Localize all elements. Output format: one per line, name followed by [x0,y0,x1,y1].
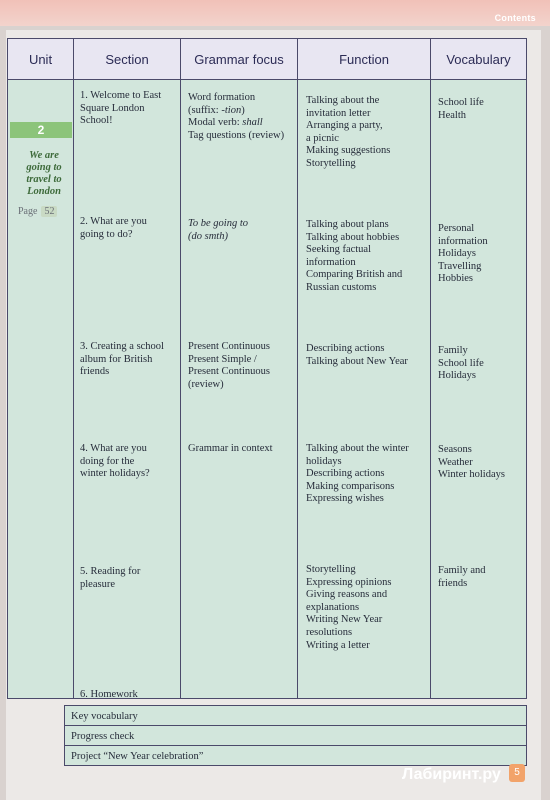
top-band [0,0,550,26]
col-header-grammar: Grammar focus [180,38,298,80]
unit-page-number: 52 [41,206,57,217]
function-cell: Describing actions Talking about New Year [306,343,408,367]
homework-item: 6. Homework [80,689,138,700]
vocabulary-column [430,79,527,699]
col-header-section: Section [73,38,181,80]
progress-check-row: Progress check [64,725,527,746]
key-vocabulary-row: Key vocabulary [64,705,527,726]
section-column [73,79,181,699]
grammar-cell: Word formation (suffix: -tion) Modal verb: shall Tag questions (review) [188,92,285,141]
section-cell: 4. What are you doing for the winter holidays? [80,443,150,480]
vocabulary-cell: Personal information Holidays Travelling Hobbies [438,223,488,285]
section-cell: 3. Creating a school album for British friends [80,341,164,378]
vocabulary-cell: Seasons Weather Winter holidays [438,444,505,481]
unit-column [7,79,74,699]
page-number: 5 [509,764,525,782]
col-header-unit: Unit [7,38,74,80]
function-cell: Talking about the winter holidays Describing actions Making comparisons Expressing wishes [306,443,409,505]
watermark-logo: Лабиринт.ру [402,766,501,783]
function-cell: Talking about the invitation letter Arranging a party, a picnic Making suggestions Storytelling [306,95,391,169]
vocabulary-cell: School life Health [438,97,484,121]
col-header-vocabulary: Vocabulary [430,38,527,80]
vocabulary-cell: Family and friends [438,565,486,589]
function-cell: Talking about plans Talking about hobbies Seeking factual information Comparing British and Russian customs [306,219,403,293]
contents-table [7,38,527,768]
grammar-cell: To be going to (do smth) [188,218,248,242]
running-title: Contents [494,13,536,23]
unit-title: We are going to travel to London [26,150,62,197]
unit-page: Page 52 [18,206,57,217]
grammar-cell: Grammar in context [188,443,273,454]
col-header-function: Function [297,38,431,80]
grammar-cell: Present Continuous Present Simple / Present Continuous (review) [188,341,270,390]
function-cell: Storytelling Expressing opinions Giving reasons and explanations Writing New Year resolutions Writing a letter [306,564,392,651]
vocabulary-cell: Family School life Holidays [438,345,484,382]
section-cell: 2. What are you going to do? [80,216,147,240]
section-cell: 1. Welcome to East Square London School! [80,90,162,127]
unit-number: 2 [10,122,72,138]
section-cell: 5. Reading for pleasure [80,566,141,590]
project-row: Project “New Year celebration” [64,745,527,766]
